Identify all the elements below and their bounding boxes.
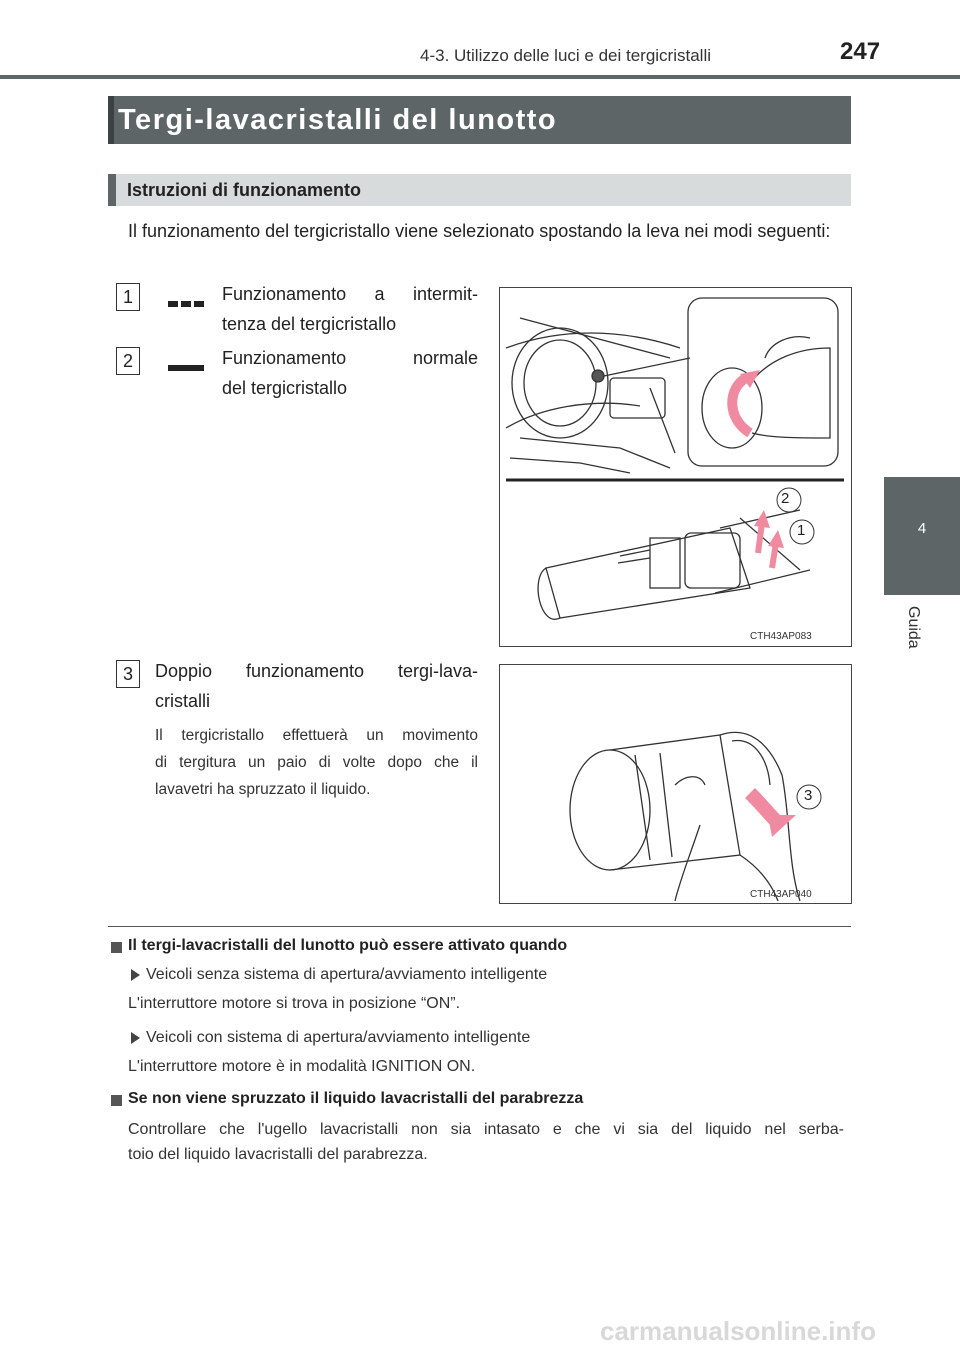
square-bullet-icon [111, 942, 122, 953]
chapter-label: Guida [905, 606, 922, 649]
wiper-lever-illustration [500, 288, 851, 646]
item-number-1: 1 [116, 283, 140, 311]
washer-lever-illustration [500, 665, 851, 903]
callout-2: 2 [781, 490, 790, 507]
square-bullet-icon [111, 1095, 122, 1106]
page-number: 247 [840, 38, 881, 65]
item-1-line-1: Funzionamento a intermit- [222, 284, 478, 304]
watermark: carmanualsonline.info [600, 1316, 876, 1346]
chapter-label-box [898, 606, 932, 666]
item-1-line-2: tenza del tergicristallo [222, 314, 397, 334]
page-title: Tergi-lavacristalli del lunotto [118, 104, 558, 136]
note-text-3-line-1: Controllare che l'ugello lavacristalli non sia intasato e che vi sia del liquido nel serba- [128, 1121, 844, 1138]
note-text-3-line-2: toio del liquido lavacristalli del parabrezza. [128, 1146, 428, 1163]
note-heading-1: Il tergi-lavacristalli del lunotto può essere attivato quando [128, 937, 568, 954]
intro-paragraph: Il funzionamento del tergicristallo viene selezionato spostando la leva nei modi seguenti: [128, 221, 831, 241]
note-heading-2: Se non viene spruzzato il liquido lavacristalli del parabrezza [128, 1090, 584, 1107]
item-number-2: 2 [116, 347, 140, 375]
item-number-3: 3 [116, 660, 140, 688]
section-header: 4-3. Utilizzo delle luci e dei tergicristalli [420, 46, 712, 65]
figure-code-2: CTH43AP040 [750, 889, 812, 900]
item-2-line-1: Funzionamento normale [222, 348, 478, 368]
section-rule [108, 926, 851, 927]
solid-bar-icon [168, 358, 204, 376]
note-text-2: L'interruttore motore è in modalità IGNITION ON. [128, 1058, 476, 1075]
figure-code-1: CTH43AP083 [750, 631, 812, 642]
callout-1: 1 [797, 522, 806, 539]
item-3-line-2: cristalli [155, 691, 211, 711]
note-bullet-2: Veicoli con sistema di apertura/avviamento intelligente [146, 1029, 531, 1046]
item-3-note-2: di tergitura un paio di volte dopo che il [155, 754, 478, 771]
subtitle: Istruzioni di funzionamento [127, 180, 361, 200]
item-3-note-3: lavavetri ha spruzzato il liquido. [155, 781, 371, 798]
header-rule [0, 75, 960, 79]
item-3-note-1: Il tergicristallo effettuerà un movimento [155, 727, 478, 744]
figure-wiper-lever [499, 287, 852, 647]
triangle-bullet-icon [131, 969, 140, 981]
chapter-number: 4 [917, 520, 927, 537]
note-text-1: L'interruttore motore si trova in posizione “ON”. [128, 995, 461, 1012]
triangle-bullet-icon [131, 1032, 140, 1044]
figure-washer-lever [499, 664, 852, 904]
callout-3: 3 [804, 787, 813, 804]
note-bullet-1: Veicoli senza sistema di apertura/avviamento intelligente [146, 966, 548, 983]
item-2-line-2: del tergicristallo [222, 378, 348, 398]
item-3-line-1: Doppio funzionamento tergi-lava- [155, 661, 478, 681]
dashed-bar-icon [168, 294, 204, 312]
